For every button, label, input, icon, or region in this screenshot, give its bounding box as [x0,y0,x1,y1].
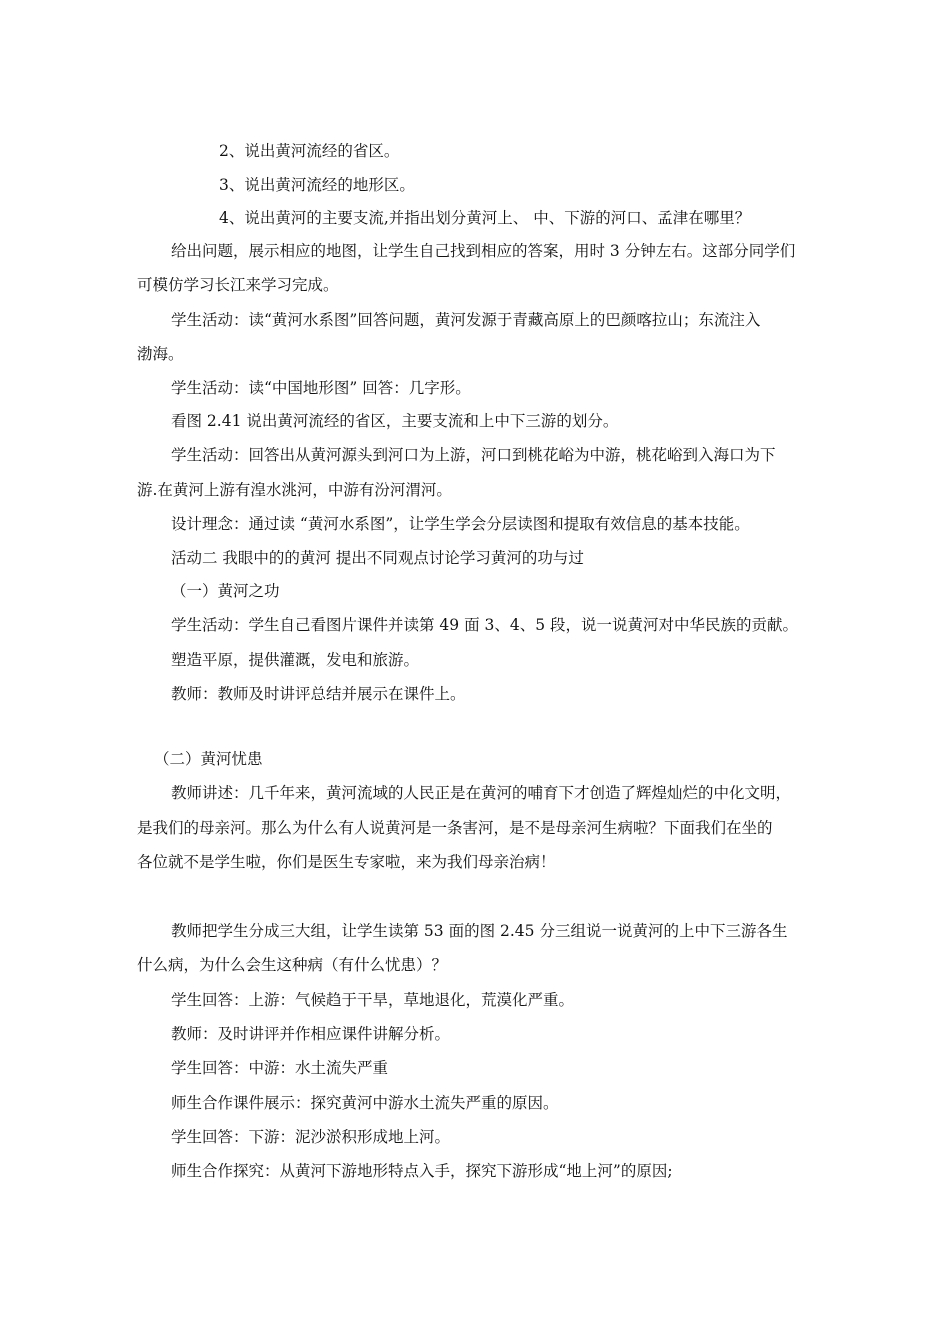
paragraph-line: 学生回答：下游：泥沙淤积形成地上河。 [171,1128,451,1146]
question-3: 3、说出黄河流经的地形区。 [219,176,415,194]
paragraph-line: 学生活动：读“黄河水系图”回答问题，黄河发源于青藏高原上的巴颜喀拉山；东流注入 [171,311,761,329]
paragraph-line: 看图 2.41 说出黄河流经的省区，主要支流和上中下三游的划分。 [171,412,619,430]
paragraph-line: 塑造平原，提供灌溉，发电和旅游。 [171,651,420,669]
paragraph-line: 设计理念：通过读 “黄河水系图”，让学生学会分层读图和提取有效信息的基本技能。 [171,515,750,533]
paragraph-line: 教师：教师及时讲评总结并展示在课件上。 [171,685,466,703]
paragraph-line: 学生活动：读“中国地形图” 回答：几字形。 [171,379,471,397]
paragraph-line: 可模仿学习长江来学习完成。 [137,276,339,294]
paragraph-line: 师生合作课件展示：探究黄河中游水土流失严重的原因。 [171,1094,559,1112]
paragraph-line: 教师：及时讲评并作相应课件讲解分析。 [171,1025,451,1043]
subsection-heading: （二）黄河忧患 [154,750,263,768]
paragraph-line: 学生活动：回答出从黄河源头到河口为上游，河口到桃花峪为中游，桃花峪到入海口为下 [171,446,776,464]
paragraph-line: 游.在黄河上游有湟水洮河，中游有汾河渭河。 [137,481,452,499]
section-heading: 活动二 我眼中的的黄河 提出不同观点讨论学习黄河的功与过 [171,549,584,567]
paragraph-line: 各位就不是学生啦，你们是医生专家啦，来为我们母亲治病！ [137,853,556,871]
subsection-heading: （一）黄河之功 [171,582,280,600]
paragraph-line: 师生合作探究：从黄河下游地形特点入手，探究下游形成“地上河”的原因; [171,1162,673,1180]
question-2: 2、说出黄河流经的省区。 [219,142,400,160]
paragraph-line: 学生回答：上游：气候趋于干旱，草地退化，荒漠化严重。 [171,991,575,1009]
paragraph-line: 教师讲述：几千年来，黄河流域的人民正是在黄河的哺育下才创造了辉煌灿烂的中化文明， [171,784,792,802]
paragraph-line: 给出问题，展示相应的地图，让学生自己找到相应的答案，用时 3 分钟左右。这部分同学们 [171,242,796,260]
paragraph-line: 是我们的母亲河。那么为什么有人说黄河是一条害河，是不是母亲河生病啦？下面我们在坐的 [137,819,773,837]
paragraph-line: 学生活动：学生自己看图片课件并读第 49 面 3、4、5 段，说一说黄河对中华民族的贡献。 [171,616,799,634]
question-4: 4、说出黄河的主要支流,并指出划分黄河上、 中、下游的河口、孟津在哪里？ [219,209,751,227]
paragraph-line: 渤海。 [137,345,184,363]
paragraph-line: 学生回答：中游：水土流失严重 [171,1059,389,1077]
paragraph-line: 教师把学生分成三大组，让学生读第 53 面的图 2.45 分三组说一说黄河的上中下三游各生 [171,922,788,940]
paragraph-line: 什么病，为什么会生这种病（有什么忧患）？ [137,956,448,974]
